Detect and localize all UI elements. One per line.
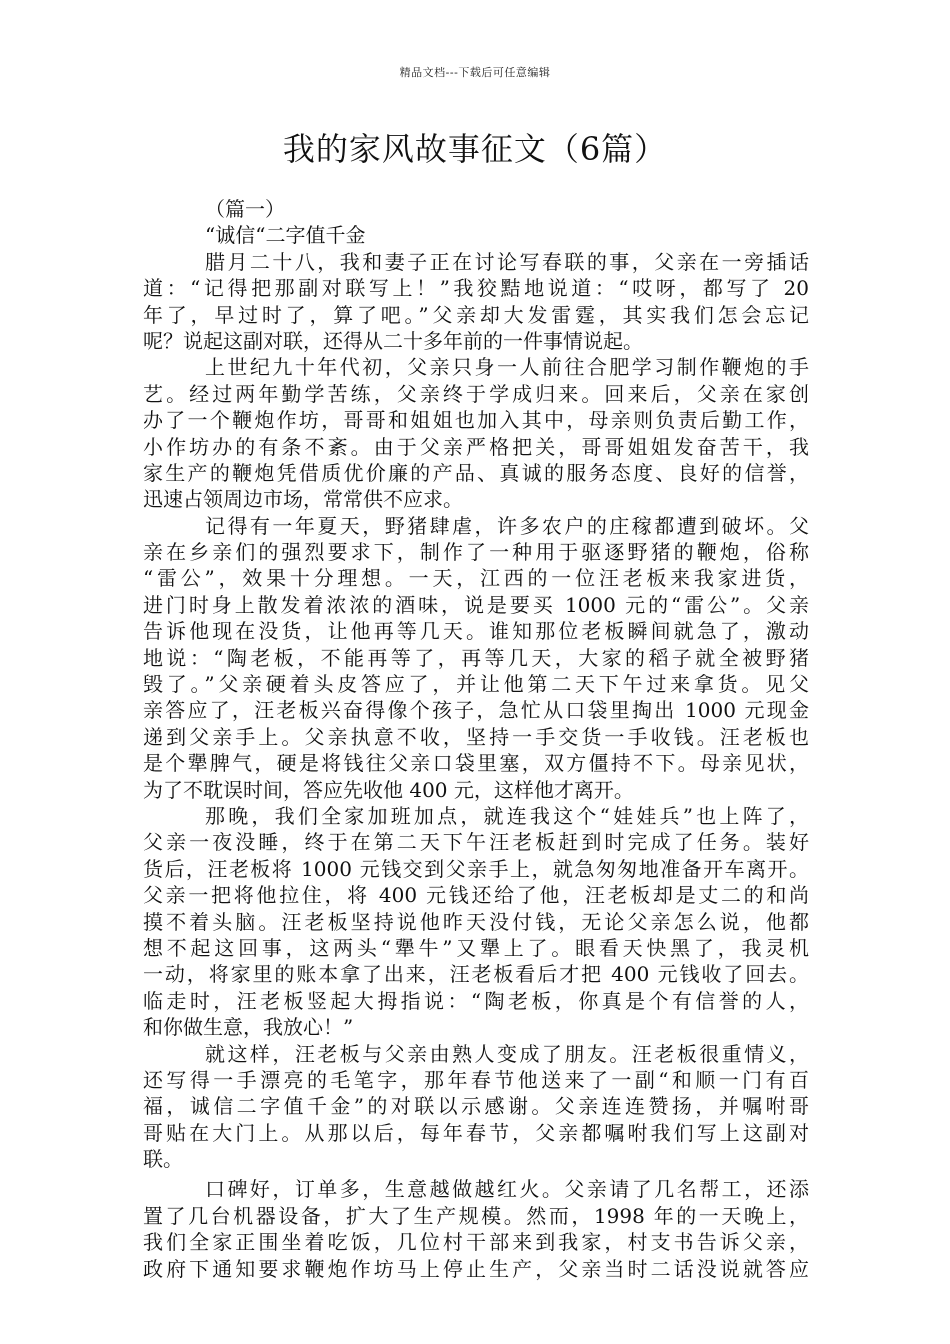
paragraph-line: 毁了。”父亲硬着头皮答应了，并让他第二天下午过来拿货。见父: [143, 672, 809, 697]
paragraph-line: 哥贴在大门上。从那以后，每年春节，父亲都嘱咐我们写上这副对: [143, 1120, 809, 1145]
paragraph-line: 还写得一手漂亮的毛笔字，那年春节他送来了一副“和顺一门有百: [143, 1067, 809, 1092]
paragraph-line: 政府下通知要求鞭炮作坊马上停止生产，父亲当时二话没说就答应: [143, 1256, 809, 1281]
paragraph-line: 告诉他现在没货，让他再等几天。谁知那位老板瞬间就急了，激动: [143, 619, 809, 644]
paragraph-line: 摸不着头脑。汪老板坚持说他昨天没付钱，无论父亲怎么说，他都: [143, 909, 809, 934]
paragraph-line: 地说：“陶老板，不能再等了，再等几天，大家的稻子就全被野猪: [143, 645, 809, 670]
paragraph-line: 迅速占领周边市场，常常供不应求。: [143, 487, 463, 512]
paragraph-line: 联。: [143, 1147, 183, 1172]
paragraph-line: 就这样，汪老板与父亲由熟人变成了朋友。汪老板很重情义，: [205, 1041, 809, 1066]
paragraph-line: 父亲一夜没睡，终于在第二天下午汪老板赶到时完成了任务。装好: [143, 830, 809, 855]
paragraph-line: 置了几台机器设备，扩大了生产规模。然而，1998 年的一天晚上，: [143, 1203, 809, 1228]
paragraph-line: 进门时身上散发着浓浓的酒味，说是要买 1000 元的“雷公”。父亲: [143, 592, 809, 617]
paragraph-line: 亲答应了，汪老板兴奋得像个孩子，急忙从口袋里掏出 1000 元现金: [143, 698, 809, 723]
page-header: 精品文档---下载后可任意编辑: [399, 66, 551, 79]
paragraph-line: 记得有一年夏天，野猪肆虐，许多农户的庄稼都遭到破坏。父: [205, 513, 809, 538]
paragraph-line: 和你做生意，我放心！”: [143, 1015, 354, 1040]
paragraph-line: 父亲一把将他拉住，将 400 元钱还给了他，汪老板却是丈二的和尚: [143, 883, 809, 908]
paragraph-line: 上世纪九十年代初，父亲只身一人前往合肥学习制作鞭炮的手: [205, 355, 809, 380]
paragraph-line: 福，诚信二字值千金”的对联以示感谢。父亲连连赞扬，并嘱咐哥: [143, 1094, 809, 1119]
paragraph-line: 一动，将家里的账本拿了出来，汪老板看后才把 400 元钱收了回去。: [143, 962, 809, 987]
section-label: （篇一）: [205, 197, 285, 221]
paragraph-line: 递到父亲手上。父亲执意不收，坚持一手交货一手收钱。汪老板也: [143, 724, 809, 749]
paragraph-line: 那晚，我们全家加班加点，就连我这个“娃娃兵”也上阵了，: [205, 803, 809, 828]
paragraph-line: 小作坊办的有条不紊。由于父亲严格把关，哥哥姐姐发奋苦干，我: [143, 434, 809, 459]
paragraph-line: 临走时，汪老板竖起大拇指说：“陶老板，你真是个有信誉的人，: [143, 988, 809, 1013]
paragraph-line: 年了，早过时了，算了吧。”父亲却大发雷霆，其实我们怎会忘记: [143, 302, 809, 327]
paragraph-line: 道：“记得把那副对联写上！”我狡黠地说道：“哎呀，都写了 20: [143, 276, 809, 301]
paragraph-line: 腊月二十八，我和妻子正在讨论写春联的事，父亲在一旁插话: [205, 249, 809, 274]
paragraph-line: 呢？说起这副对联，还得从二十多年前的一件事情说起。: [143, 328, 643, 353]
paragraph-line: 为了不耽误时间，答应先收他 400 元，这样他才离开。: [143, 777, 634, 802]
paragraph-line: “雷公”，效果十分理想。一天，江西的一位汪老板来我家进货，: [143, 566, 809, 591]
story-subtitle: “诚信“二字值千金: [205, 223, 366, 248]
paragraph-line: 办了一个鞭炮作坊，哥哥和姐姐也加入其中，母亲则负责后勤工作，: [143, 408, 809, 433]
paragraph-line: 家生产的鞭炮凭借质优价廉的产品、真诚的服务态度、良好的信誉，: [143, 460, 809, 485]
paragraph-line: 艺。经过两年勤学苦练，父亲终于学成归来。回来后，父亲在家创: [143, 381, 809, 406]
paragraph-line: 是个犟脾气，硬是将钱往父亲口袋里塞，双方僵持不下。母亲见状，: [143, 751, 809, 776]
document-body: [143, 196, 809, 1282]
paragraph-line: 想不起这回事，这两头“犟牛”又犟上了。眼看天快黑了，我灵机: [143, 935, 809, 960]
document-title: 我的家风故事征文（6篇）: [282, 130, 668, 168]
paragraph-line: 口碑好，订单多，生意越做越红火。父亲请了几名帮工，还添: [205, 1177, 809, 1202]
paragraph-line: 亲在乡亲们的强烈要求下，制作了一种用于驱逐野猪的鞭炮，俗称: [143, 540, 809, 565]
paragraph-line: 货后，汪老板将 1000 元钱交到父亲手上，就急匆匆地准备开车离开。: [143, 856, 809, 881]
paragraph-line: 我们全家正围坐着吃饭，几位村干部来到我家，村支书告诉父亲，: [143, 1230, 809, 1255]
